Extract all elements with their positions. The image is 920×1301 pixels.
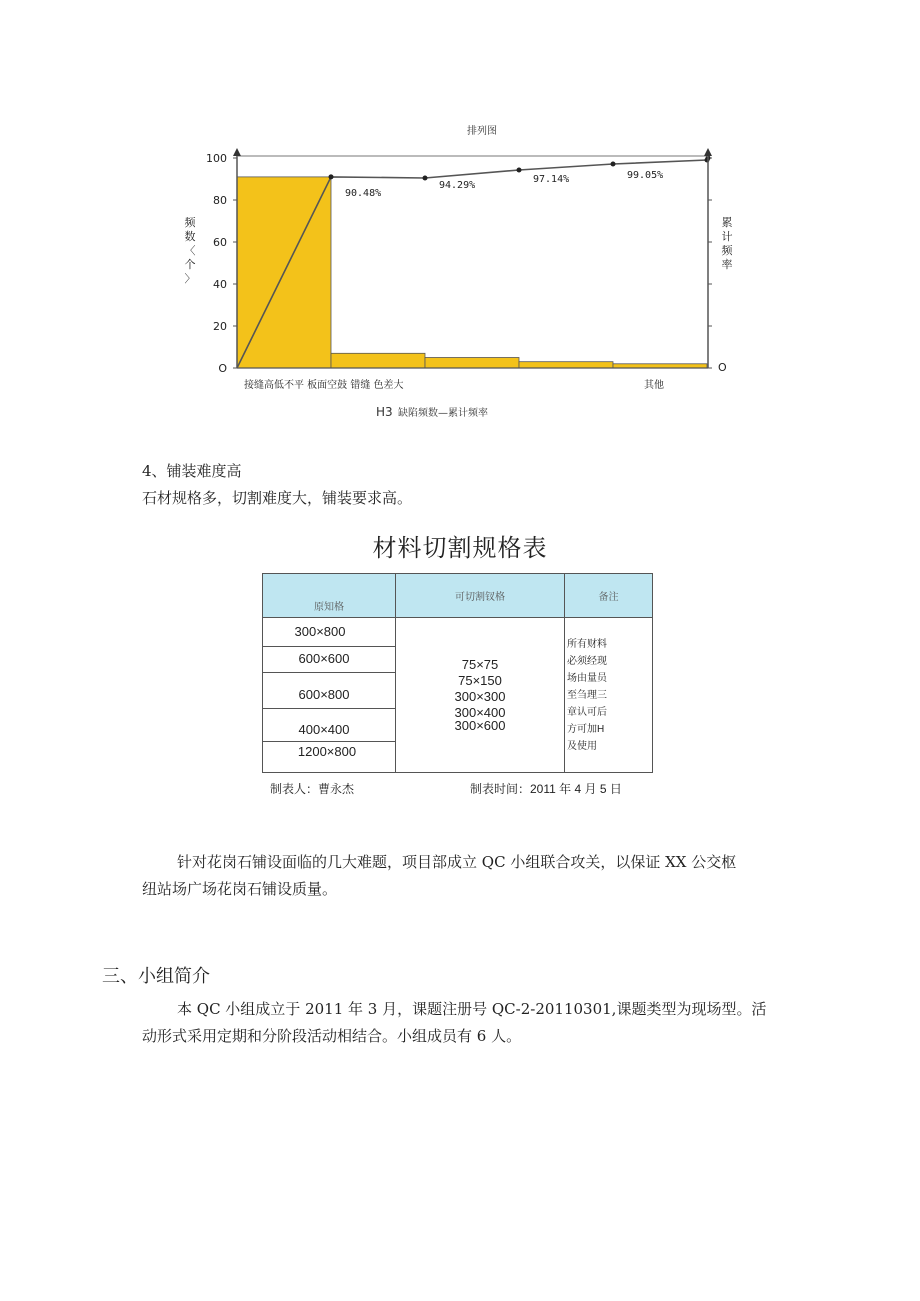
cumulative-point bbox=[611, 162, 616, 167]
cumulative-label: 99.05% bbox=[627, 169, 664, 181]
header-original-label: 原知格 bbox=[314, 602, 344, 613]
left-axis-arrow bbox=[233, 148, 241, 156]
table-row bbox=[263, 618, 396, 647]
cut-size: 300×600 bbox=[454, 717, 506, 733]
cumulative-point bbox=[517, 167, 522, 172]
right-axis-arrow bbox=[704, 148, 712, 156]
note-line: 所有财料 bbox=[567, 638, 607, 650]
y-label-right-char: 率 bbox=[721, 258, 733, 271]
header-note-label: 备注 bbox=[598, 592, 619, 603]
right-zero-label: O bbox=[718, 361, 727, 374]
bar bbox=[613, 364, 707, 368]
table-header-note bbox=[565, 574, 653, 618]
header-cut-label: 可切割钗格 bbox=[455, 592, 505, 603]
cumulative-labels bbox=[345, 170, 663, 199]
y-label-right-char: 频 bbox=[721, 244, 733, 257]
y-axis-label-right bbox=[722, 216, 734, 271]
y-tick-labels bbox=[206, 152, 227, 375]
paragraph-1-line-1: 针对花岗石铺设面临的几大难题，项目部成立 QC 小组联合攻关，以保证 XX 公交枢 bbox=[177, 853, 737, 871]
paragraph-1-line-2: 纽站场广场花岗石铺设质量。 bbox=[142, 880, 338, 898]
cutting-spec-table bbox=[262, 573, 653, 773]
y-label-left-char: 数 bbox=[184, 230, 196, 243]
chart-bars bbox=[237, 177, 707, 368]
original-size: 400×400 bbox=[298, 722, 350, 737]
chart-title: 排列图 bbox=[467, 126, 497, 137]
y-tick-label: 40 bbox=[213, 278, 227, 291]
y-axis-label-left bbox=[185, 215, 197, 285]
note-line: 章认可后 bbox=[567, 706, 607, 718]
original-size: 1200×800 bbox=[297, 744, 357, 759]
note-line: 必须经现 bbox=[567, 655, 607, 667]
original-size: 600×600 bbox=[298, 651, 350, 666]
section-3-heading: 三、小组简介 bbox=[102, 966, 210, 987]
bar bbox=[425, 358, 519, 369]
y-label-left-char: 个 bbox=[184, 258, 196, 271]
chart-caption-prefix: H3 bbox=[376, 405, 393, 419]
bar bbox=[331, 353, 425, 368]
note-line: 场由量员 bbox=[567, 672, 607, 684]
bar bbox=[519, 362, 613, 368]
table-header-original bbox=[263, 574, 396, 618]
cut-size: 75×75 bbox=[461, 656, 499, 672]
item4-heading: 4、铺装难度高 bbox=[142, 462, 242, 480]
cumulative-label: 94.29% bbox=[439, 179, 476, 191]
table-row bbox=[263, 673, 396, 709]
y-label-left-char: 〈 bbox=[184, 244, 196, 257]
x-category-label-other: 其他 bbox=[644, 380, 664, 391]
chart-caption: 缺陷频数—累计频率 bbox=[398, 408, 488, 419]
table-maker: 制表人：曹永杰 bbox=[270, 782, 355, 796]
cumulative-label: 97.14% bbox=[533, 174, 570, 186]
item4-text: 石材规格多，切割难度大，铺装要求高。 bbox=[142, 489, 413, 507]
y-tick-label: O bbox=[218, 362, 227, 375]
original-size: 600×800 bbox=[298, 687, 350, 702]
paragraph-2-line-2: 动形式采用定期和分阶段活动相结合。小组成员有 6 人。 bbox=[142, 1027, 522, 1045]
table-row bbox=[263, 647, 396, 673]
note-line: 及使用 bbox=[567, 740, 597, 752]
cumulative-point bbox=[329, 174, 334, 179]
table-row bbox=[263, 742, 396, 773]
y-label-right-char: 计 bbox=[721, 230, 733, 243]
pareto-chart bbox=[180, 118, 740, 428]
note-cell bbox=[565, 618, 653, 773]
y-label-right-char: 累 bbox=[721, 216, 733, 229]
table-title: 材料切割规格表 bbox=[372, 534, 548, 562]
paragraph-2-line-1: 本 QC 小组成立于 2011 年 3 月，课题注册号 QC-2-20110301,课题类型为现场型。活 bbox=[177, 1000, 767, 1018]
original-size: 300×800 bbox=[294, 624, 346, 639]
cumulative-label: 90.48% bbox=[345, 187, 382, 199]
y-tick-label: 80 bbox=[213, 194, 227, 207]
note-line: 方可加H bbox=[567, 723, 605, 735]
y-tick-label: 60 bbox=[213, 236, 227, 249]
table-row bbox=[263, 709, 396, 742]
note-line: 至刍理三 bbox=[567, 689, 607, 701]
cut-size: 75×150 bbox=[458, 672, 502, 688]
y-label-left-char: 〉 bbox=[184, 272, 196, 285]
y-label-left-char: 频 bbox=[184, 216, 196, 229]
cut-size: 300×400 bbox=[454, 704, 506, 720]
cut-size: 300×300 bbox=[454, 688, 506, 704]
cut-sizes-cell bbox=[396, 618, 565, 773]
x-category-labels: 接缝高低不平 板面空鼓 错缝 色差大 bbox=[244, 380, 404, 391]
y-tick-label: 100 bbox=[206, 152, 227, 165]
cumulative-point bbox=[423, 175, 428, 180]
y-tick-label: 20 bbox=[213, 320, 227, 333]
table-header-cut bbox=[396, 574, 565, 618]
table-time: 制表时间：2011 年 4 月 5 日 bbox=[470, 782, 622, 796]
